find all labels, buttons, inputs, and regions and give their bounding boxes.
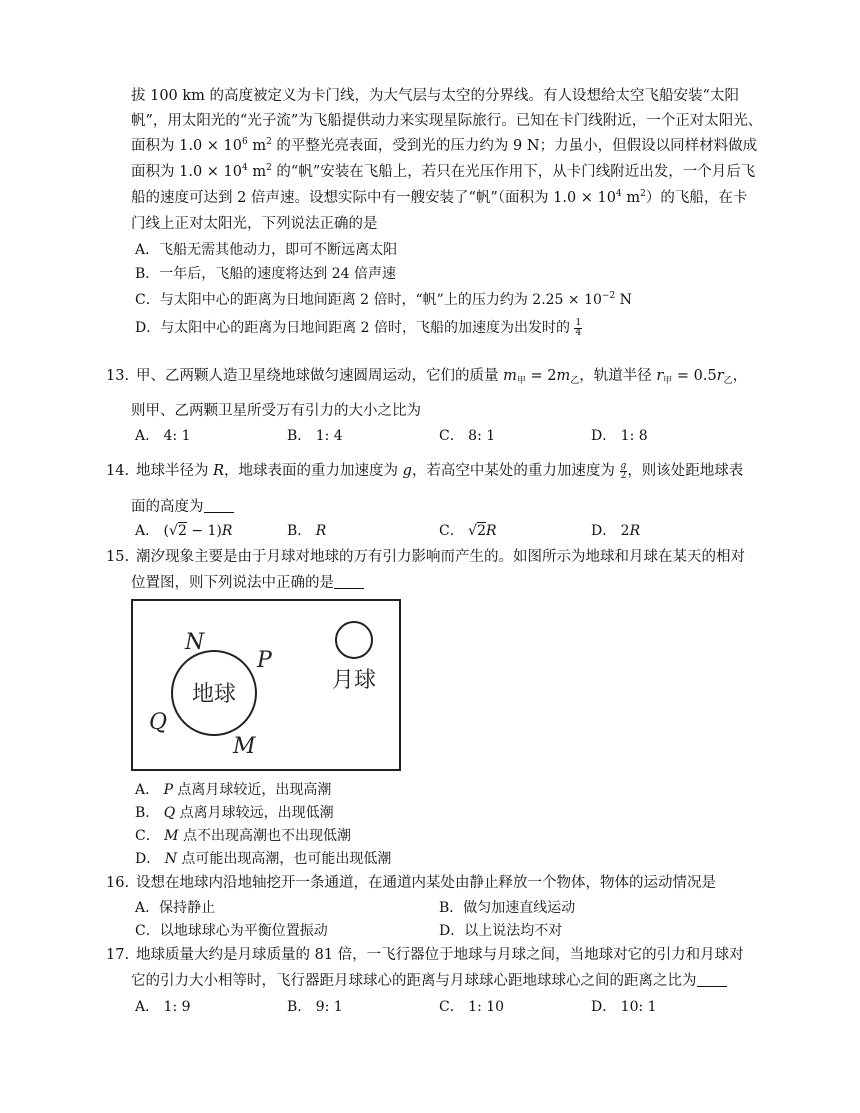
- q14-line-2: [131, 497, 234, 517]
- q13-eq1: = 2: [525, 368, 557, 384]
- q16-line-1: [136, 873, 716, 893]
- q15-line-2: [131, 573, 364, 593]
- earth-moon-diagram: [133, 601, 399, 769]
- q14-frac-num: g: [620, 460, 627, 471]
- q13-r1-sub: 甲: [663, 376, 673, 386]
- q12-line-2: [131, 111, 762, 131]
- q12-line-6-text: 门线上正对太阳光，下列说法正确的是: [131, 216, 378, 232]
- q14-option-c-a: C．: [439, 523, 469, 539]
- q12-line-4: [131, 162, 755, 182]
- q17-option-b[interactable]: B． 9: 1: [287, 999, 343, 1015]
- q15-answer-blank[interactable]: [334, 574, 364, 589]
- q12-option-a[interactable]: [135, 240, 397, 260]
- q14-option-b-a: B．: [287, 523, 316, 539]
- q14-option-d-R: R: [629, 523, 641, 539]
- q15-option-a-b: 点离月球较近，出现高潮: [172, 782, 332, 798]
- q17-line-1-text: 地球质量大约是月球质量的 81 倍，一飞行器位于地球与月球之间，当地球对它的引力和月球对: [136, 947, 744, 963]
- q13-line-2: [131, 401, 421, 421]
- q14-option-b-R: R: [315, 523, 327, 539]
- q17-line-1: [136, 945, 744, 965]
- q15-line-1-text: 潮汐现象主要是由于月球对地球的万有引力影响而产生的。如图所示为地球和月球在某天的相对: [136, 549, 745, 565]
- q17-line-2: [131, 971, 727, 991]
- q12-option-c[interactable]: [135, 290, 632, 310]
- q14-option-a[interactable]: A． (√2 − 1)R: [135, 523, 233, 539]
- q12-option-c-a: C．与太阳中心的距离为日地间距离 2 倍时，“帆”上的压力约为 2.25 × 10: [135, 292, 602, 308]
- q14-option-a-b: − 1): [186, 523, 222, 539]
- q16-option-b[interactable]: B．做匀加速直线运动: [439, 900, 576, 916]
- q12-line-3-exp: 6: [242, 137, 248, 147]
- q15-option-c-a: C．: [135, 828, 165, 844]
- q13-text-b: ，轨道半径: [579, 368, 657, 384]
- q13-text-c: ，: [732, 368, 748, 384]
- q13-option-d[interactable]: D． 1: 8: [591, 428, 648, 444]
- q12-option-d-a: D．与太阳中心的距离为日地间距离 2 倍时，飞船的加速度为出发时的: [135, 320, 571, 336]
- q15-option-b[interactable]: [135, 803, 334, 823]
- q12-line-4-sq: 2: [266, 163, 272, 173]
- q12-line-1-text: 拔 100 km 的高度被定义为卡门线，为大气层与太空的分界线。有人设想给太空飞船安装“太阳: [131, 88, 739, 104]
- q16-option-d[interactable]: D．以上说法均不对: [439, 923, 563, 939]
- q16-line-1-text: 设想在地球内沿地轴挖开一条通道，在通道内某处由静止释放一个物体，物体的运动情况是: [136, 875, 716, 891]
- q13-m1-sub: 甲: [516, 376, 526, 386]
- point-m-label: M: [233, 734, 256, 759]
- q15-option-d[interactable]: [135, 849, 391, 869]
- q14-option-b[interactable]: [287, 521, 326, 541]
- q12-option-b[interactable]: [135, 264, 396, 284]
- earth-label: 地球: [191, 682, 237, 707]
- q14-option-a-a: A． (: [135, 523, 170, 539]
- q15-option-c-b: 点不出现高潮也不出现低潮: [178, 828, 351, 844]
- q12-option-d-fraction: [574, 319, 582, 338]
- q12-option-c-b: N: [615, 292, 632, 308]
- q14-number-text: 14.: [106, 463, 130, 479]
- q15-option-b-point: Q: [163, 805, 176, 821]
- q12-option-b-text: B．一年后，飞船的速度将达到 24 倍声速: [135, 266, 397, 282]
- q12-line-5-c: ）的飞船，在卡: [645, 190, 748, 206]
- q14-option-c-radicand: 2: [477, 523, 487, 539]
- earth-moon-figure: [131, 599, 401, 771]
- q15-option-b-b: 点离月球较远，出现低潮: [175, 805, 334, 821]
- q14-g: g: [402, 463, 412, 479]
- q13-r2: r: [716, 368, 724, 384]
- q14-R: R: [213, 463, 225, 479]
- q15-option-a[interactable]: [135, 780, 331, 800]
- q12-line-3-c: 的平整光亮表面，受到光的压力约为 9 N；力虽小，但假设以同样材料做成: [271, 138, 758, 154]
- q14-line-1: [136, 461, 743, 481]
- q12-line-5-sq: 2: [640, 189, 646, 199]
- q15-option-d-a: D．: [135, 851, 165, 867]
- q16-option-c[interactable]: C．以地球球心为平衡位置振动: [135, 923, 328, 939]
- q15-option-d-point: N: [164, 851, 177, 867]
- q12-option-a-text: A．飞船无需其他动力，即可不断远离太阳: [135, 242, 398, 258]
- point-q-label: Q: [149, 710, 168, 735]
- q17-number-text: 17.: [106, 947, 130, 963]
- q12-line-3-sq: 2: [266, 137, 272, 147]
- q14-option-a-radicand: 2: [177, 523, 187, 539]
- q15-option-d-b: 点可能出现高潮，也可能出现低潮: [176, 851, 392, 867]
- q12-line-5-exp: 4: [616, 189, 622, 199]
- q17-option-a[interactable]: A． 1: 9: [135, 999, 191, 1015]
- q13-line-2-text: 则甲、乙两颗卫星所受万有引力的大小之比为: [131, 403, 421, 419]
- q17-line-2-text: 它的引力大小相等时，飞行器距月球球心的距离与月球球心距地球球心之间的距离之比为: [131, 973, 697, 989]
- q12-line-5-b: m: [621, 190, 641, 206]
- q13-line-1: [136, 366, 747, 386]
- q13-text-a: 甲、乙两颗人造卫星绕地球做匀速圆周运动，它们的质量: [136, 368, 504, 384]
- q15-number: [106, 547, 129, 567]
- q12-line-3-b: m: [247, 138, 267, 154]
- q13-eq2: = 0.5: [672, 368, 717, 384]
- q14-option-d[interactable]: [591, 521, 640, 541]
- moon-label: 月球: [331, 668, 377, 693]
- q16-number-text: 16.: [106, 875, 130, 891]
- q15-option-c-point: M: [164, 828, 179, 844]
- q14-text-a: 地球半径为: [136, 463, 214, 479]
- q14-number: [106, 461, 129, 481]
- q12-line-3-a: 面积为 1.0 × 10: [131, 138, 242, 154]
- q14-option-c[interactable]: C． √2R: [439, 523, 497, 539]
- q13-option-a[interactable]: A． 4: 1: [135, 428, 191, 444]
- q17-option-d[interactable]: D． 10: 1: [591, 999, 657, 1015]
- q13-number-text: 13.: [106, 368, 130, 384]
- q15-option-c[interactable]: [135, 826, 351, 846]
- q12-line-4-exp: 4: [242, 163, 248, 173]
- q12-line-6: [131, 214, 378, 234]
- q12-option-d-den: 4: [575, 327, 582, 338]
- q12-line-1: [131, 86, 739, 106]
- q13-r1: r: [656, 368, 664, 384]
- point-n-label: N: [185, 630, 205, 655]
- point-p-label: P: [257, 648, 272, 673]
- q12-option-c-exp: −2: [601, 291, 616, 301]
- q16-option-a[interactable]: A．保持静止: [135, 900, 216, 916]
- q15-line-2-text: 位置图，则下列说法中正确的是: [131, 575, 334, 591]
- q13-m1: m: [503, 368, 517, 384]
- q14-line-2-text: 面的高度为: [131, 499, 204, 515]
- q12-line-5-a: 船的速度可达到 2 倍声速。设想实际中有一艘安装了“帆”（面积为 1.0 × 10: [131, 190, 617, 206]
- q14-answer-blank[interactable]: [204, 498, 234, 513]
- q13-m2-sub: 乙: [570, 376, 580, 386]
- q14-text-d: ，则该处距地球表: [627, 463, 744, 479]
- q17-answer-blank[interactable]: [697, 972, 727, 987]
- moon-circle: [336, 622, 372, 658]
- q12-line-2-text: 帆”，用太阳光的“光子流”为飞船提供动力来实现星际旅行。已知在卡门线附近，一个正对太阳光、: [131, 113, 763, 129]
- q15-option-a-point: P: [163, 782, 173, 798]
- q14-frac-den: 2: [620, 470, 627, 481]
- q12-line-4-a: 面积为 1.0 × 10: [131, 164, 242, 180]
- q17-number: [106, 945, 129, 965]
- q12-line-4-c: 的“帆”安装在飞船上，若只在光压作用下，从卡门线附近出发，一个月后飞: [271, 164, 756, 180]
- q12-line-4-b: m: [247, 164, 267, 180]
- q15-line-1: [136, 547, 745, 567]
- q14-option-a-R: R: [221, 523, 233, 539]
- q14-text-c: ，若高空中某处的重力加速度为: [411, 463, 620, 479]
- q13-number: [106, 366, 129, 386]
- q13-m2: m: [556, 368, 571, 384]
- q12-line-5: [131, 188, 747, 208]
- q15-option-b-a: B．: [135, 805, 164, 821]
- q12-line-3: [131, 136, 757, 156]
- q14-text-b: ，地球表面的重力加速度为: [224, 463, 403, 479]
- q13-option-b[interactable]: B． 1: 4: [287, 428, 343, 444]
- q14-option-c-R: R: [486, 523, 497, 539]
- q13-option-c[interactable]: C． 8: 1: [439, 428, 496, 444]
- q12-option-d-num: 1: [575, 317, 582, 328]
- q12-option-d[interactable]: [135, 318, 582, 338]
- q15-number-text: 15.: [106, 549, 130, 565]
- q14-option-d-a: D． 2: [591, 523, 630, 539]
- q16-number: [106, 873, 129, 893]
- q17-option-c[interactable]: C． 1: 10: [439, 999, 505, 1015]
- q13-r2-sub: 乙: [723, 376, 733, 386]
- q15-option-a-a: A．: [135, 782, 164, 798]
